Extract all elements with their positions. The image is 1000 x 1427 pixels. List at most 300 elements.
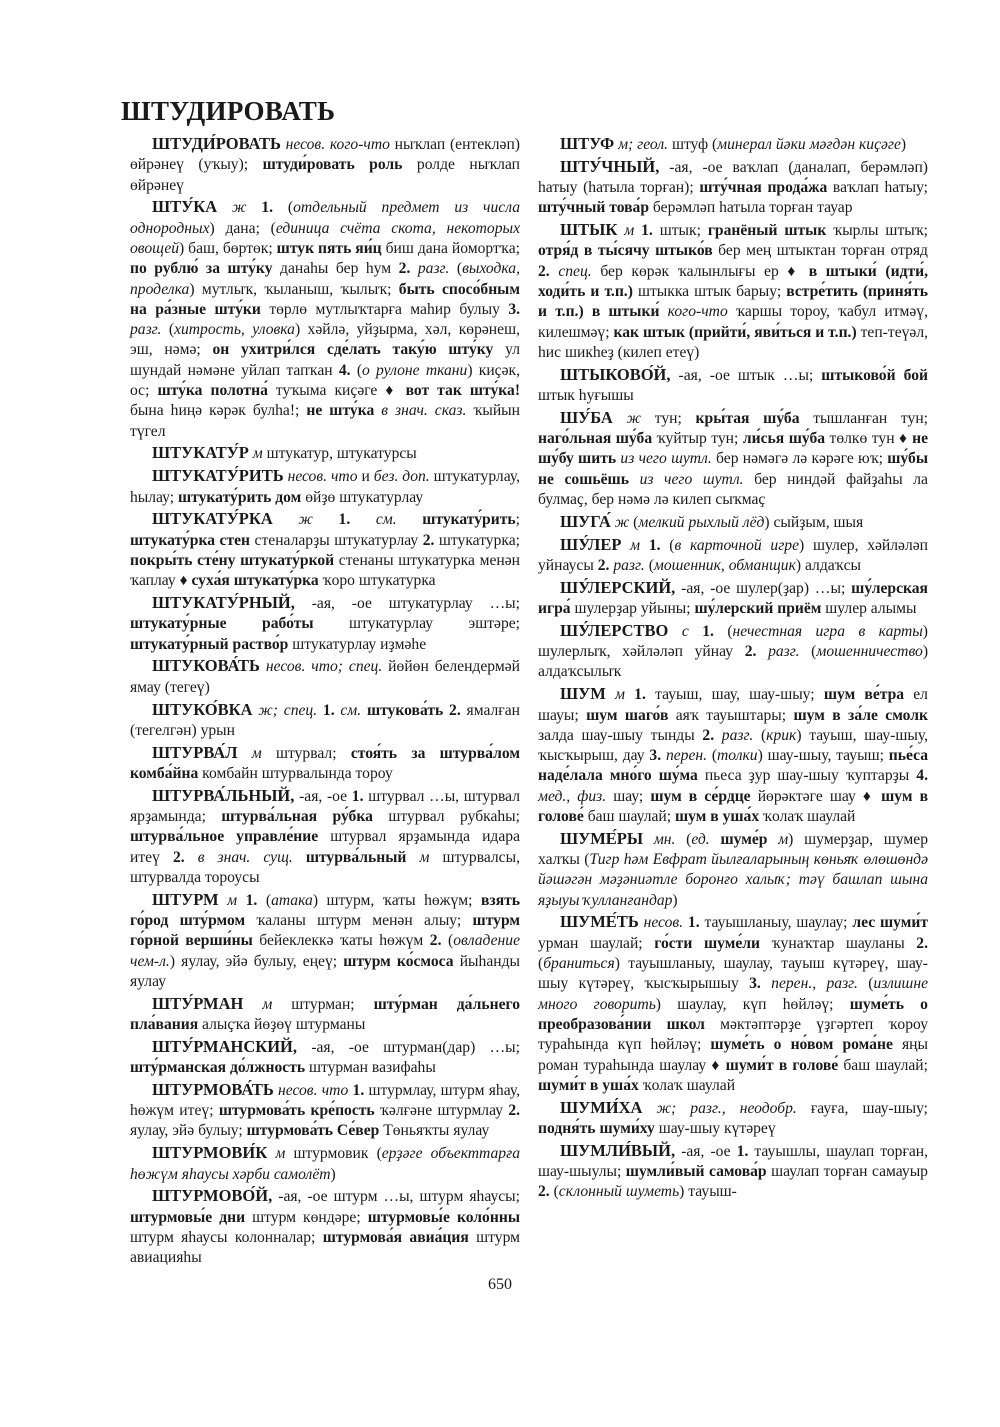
translation-text: -ая, -ое штурм …ы, штурм яһаусы; bbox=[272, 1188, 520, 1206]
translation-text bbox=[613, 410, 627, 427]
entry-headword: ШТУКО́ВКА bbox=[152, 699, 253, 719]
translation-text: штурмлау, штурм яһау, һөжүм итеү; bbox=[130, 1081, 520, 1120]
entry-headword: ШУМ bbox=[560, 684, 606, 704]
translation-text bbox=[756, 643, 768, 660]
translation-text: штурвалсы, штурвалда тороусы bbox=[130, 848, 520, 886]
translation-text bbox=[293, 849, 306, 866]
translation-text: урман шаулай; bbox=[538, 934, 655, 952]
example-phrase: 4. bbox=[916, 767, 928, 785]
example-phrase: встре́тить (приня́ть и т.п.) в штыки́ bbox=[538, 283, 928, 321]
grammar-note: разг. bbox=[130, 321, 162, 339]
translation-text: штык һуғышы bbox=[538, 387, 634, 405]
translation-text: ) киҫәк, ос; bbox=[130, 361, 520, 400]
grammar-note: ж bbox=[626, 409, 642, 427]
dictionary-entry bbox=[538, 157, 928, 219]
grammar-note: излишне много говорить bbox=[538, 975, 928, 1013]
grammar-note: кого-что bbox=[667, 303, 728, 321]
translation-text: тышланған тун; bbox=[799, 409, 928, 427]
grammar-note: разг. bbox=[417, 260, 450, 278]
grammar-note: в знач. сказ. bbox=[381, 402, 467, 420]
example-phrase: 1. bbox=[634, 686, 646, 704]
entry-headword: ШТЫКОВО́Й, bbox=[560, 364, 671, 384]
grammar-note: м bbox=[262, 995, 273, 1013]
grammar-note: несов. кого-что bbox=[285, 136, 390, 153]
translation-text bbox=[606, 686, 615, 703]
translation-text: штурм яһаусы колонналар; bbox=[130, 1228, 323, 1246]
example-phrase: 2. bbox=[597, 556, 610, 574]
translation-text: төрлө мутлыҡтарға маһир булыу bbox=[260, 300, 509, 318]
grammar-note: м bbox=[615, 686, 625, 704]
entry-headword: ШТУКАТУ́Р bbox=[152, 443, 249, 463]
example-phrase: 3. bbox=[749, 975, 761, 993]
translation-text: яулау, эйә булыу; bbox=[130, 1122, 247, 1140]
grammar-note: минерал йәки мәғдән киҫәге bbox=[717, 136, 901, 153]
translation-text: штурман; bbox=[272, 995, 374, 1013]
entry-headword: ШУМЛИ́ВЫЙ, bbox=[560, 1140, 676, 1160]
translation-text: штукатур, штукатурсы bbox=[262, 445, 417, 463]
grammar-note: из чего шутл. bbox=[620, 450, 712, 468]
page-number: 650 bbox=[488, 1276, 512, 1293]
example-phrase: штукату́рка стен bbox=[130, 531, 251, 549]
example-phrase: шум шаго́в bbox=[586, 706, 669, 724]
grammar-note: спец. bbox=[558, 262, 592, 280]
translation-text: -ая, -ое bbox=[675, 1142, 737, 1160]
translation-text: баш шаулай; bbox=[583, 808, 675, 825]
translation-text bbox=[246, 199, 261, 216]
translation-text: ҡуйтыр тун; bbox=[652, 430, 743, 448]
translation-text bbox=[710, 831, 721, 848]
example-phrase: шу́лерский приём bbox=[694, 600, 822, 618]
translation-text: бер нәмәгә лә кәрәге юҡ; bbox=[711, 450, 888, 468]
translation-text: ) сыйҙым, шыя bbox=[764, 513, 864, 531]
example-phrase: 3. bbox=[508, 300, 521, 318]
entry-headword: ШТУ́РМАНСКИЙ, bbox=[152, 1036, 297, 1056]
translation-text: пьеса ҙур шау-шыу ҡуптарҙы bbox=[697, 767, 917, 785]
translation-text: ) шау-шыу, тауыш; bbox=[757, 747, 889, 765]
grammar-note: несов. bbox=[643, 914, 684, 932]
translation-text bbox=[313, 511, 339, 528]
example-phrase: 2. bbox=[744, 643, 757, 661]
example-phrase: шум в уша́х bbox=[674, 808, 760, 825]
translation-text: бейеклеккә ҡаты һөжүм bbox=[252, 932, 430, 950]
dictionary-entry bbox=[130, 134, 520, 196]
translation-text: -ая, -ое bbox=[294, 787, 352, 805]
example-phrase: штурва́льный bbox=[305, 848, 407, 866]
translation-text: яңы роман тураһында шаулау ♦ bbox=[538, 1036, 928, 1074]
translation-text: данаһы бер һум bbox=[272, 260, 399, 278]
example-phrase: ли́сья шу́ба bbox=[742, 430, 826, 448]
example-phrase: 1. bbox=[702, 622, 714, 640]
translation-text: ныҡлап (ентекләп) өйрәнеү (уҡыу); bbox=[130, 136, 520, 174]
translation-text: өйҙө штукатурлау bbox=[301, 488, 424, 506]
example-phrase: штукату́рные рабо́ты bbox=[130, 615, 314, 633]
dictionary-entry bbox=[538, 1141, 928, 1203]
dictionary-entry bbox=[130, 700, 520, 742]
translation-text: -ая, -ое шулер(ҙар) …ы; bbox=[675, 579, 852, 597]
dictionary-entry bbox=[130, 656, 520, 698]
grammar-note: мошенничество bbox=[816, 643, 923, 661]
grammar-note: см. bbox=[375, 511, 397, 529]
example-phrase: он ухитри́лся сде́лать таку́ю шту́ку bbox=[212, 341, 494, 359]
grammar-note: единица счёта скота, некоторых овощей bbox=[130, 219, 520, 257]
translation-text: ( bbox=[675, 830, 692, 848]
translation-text: ел шауы; bbox=[538, 686, 928, 724]
example-phrase: шуми́т в голове́ bbox=[725, 1056, 839, 1074]
dictionary-entry bbox=[130, 1080, 520, 1142]
translation-text: бер ниндәй файҙаһы ла булмаҫ, бер нәмә лә килеп сыҡмаҫ bbox=[538, 470, 928, 509]
translation-text: штукатурлау иҙмәһе bbox=[288, 635, 427, 653]
example-phrase: шу́бы не сошьёшь bbox=[538, 450, 928, 488]
translation-text: ( bbox=[707, 747, 718, 765]
translation-text: ролде ныҡлап өйрәнеү bbox=[130, 156, 521, 194]
translation-text: ) шулер, хәйләләп уйнаусы bbox=[538, 536, 929, 574]
dictionary-entry bbox=[538, 134, 928, 155]
dictionary-entry bbox=[130, 743, 520, 785]
example-phrase: штуди́ровать роль bbox=[262, 156, 403, 174]
example-phrase: 2. bbox=[538, 262, 550, 280]
entry-headword: ШТУРМОВА́ТЬ bbox=[152, 1079, 274, 1099]
example-phrase: наго́льная шу́ба bbox=[538, 430, 653, 448]
dictionary-entry bbox=[130, 994, 520, 1036]
translation-text: ) bbox=[330, 1165, 336, 1183]
translation-text: ҡоро штукатурка bbox=[318, 572, 436, 590]
example-phrase: не шту́ка bbox=[306, 402, 375, 420]
translation-text: ( bbox=[799, 643, 817, 661]
grammar-note: ж; разг., неодобр. bbox=[656, 1099, 797, 1117]
entry-headword: ШТУФ bbox=[560, 134, 615, 153]
example-phrase: 1. bbox=[322, 701, 335, 719]
dictionary-entry bbox=[538, 578, 928, 620]
grammar-note: см. bbox=[340, 701, 362, 719]
grammar-note: ж; спец. bbox=[258, 701, 318, 719]
translation-text: ) шаулау, күп һөйләү; bbox=[655, 995, 850, 1013]
example-phrase: шу́лерская игра́ bbox=[538, 579, 928, 618]
grammar-note: м bbox=[778, 830, 789, 848]
translation-text: штурвал …ы, штурвал ярҙамында; bbox=[130, 787, 520, 825]
grammar-note: мошенник, обманщик bbox=[653, 556, 796, 574]
translation-text: ( bbox=[441, 932, 454, 950]
translation-text: штукатурлау, һылау; bbox=[130, 468, 520, 506]
entry-headword: ШУГА́ bbox=[560, 511, 611, 531]
example-phrase: штурва́льное управле́ние bbox=[130, 828, 319, 846]
grammar-note: м bbox=[227, 891, 238, 909]
example-phrase: 2. bbox=[449, 701, 461, 719]
translation-text bbox=[643, 831, 654, 848]
example-phrase: отря́д в ты́сячу штыко́в bbox=[538, 242, 713, 260]
translation-text: штурм көндәре; bbox=[245, 1208, 368, 1226]
translation-text: ( bbox=[644, 556, 654, 574]
example-phrase: суха́я штукату́рка bbox=[191, 572, 319, 590]
translation-text bbox=[689, 623, 702, 640]
grammar-note: ед. bbox=[691, 830, 710, 848]
translation-text: туҡыма киҫәге ♦ bbox=[267, 382, 406, 400]
translation-text: ) тауышланыу, шаулау, тауыш күтәреү, шау-шыу күтәреү, ҡысҡырышыу bbox=[538, 955, 928, 993]
translation-text: стенаны штукатурка менән ҡаплау ♦ bbox=[130, 551, 520, 590]
translation-text: ) мутлыҡ, ҡыланыш, ҡылыҡ; bbox=[189, 280, 399, 298]
translation-text bbox=[410, 260, 418, 277]
example-phrase: шту́рман да́льнего пла́вания bbox=[130, 995, 520, 1033]
dictionary-entry bbox=[538, 408, 928, 510]
translation-text: -ая, -ое штурман(дар) …ы; bbox=[297, 1038, 520, 1056]
translation-text: и bbox=[357, 468, 374, 486]
grammar-note: отдельный предмет из числа однородных bbox=[130, 199, 520, 237]
dictionary-entry bbox=[538, 684, 928, 827]
translation-text bbox=[185, 849, 198, 866]
translation-text: мәктәптәрҙе үҙгәртеп ҡороу тураһында күп һөйләү; bbox=[538, 1015, 928, 1054]
grammar-note: разг. bbox=[768, 643, 800, 661]
translation-text: ул шундай нәмәне уйлап тапҡан bbox=[130, 341, 521, 379]
grammar-note: ерҙәге объекттарға һөжүм яһаусы хәрби самолёт bbox=[130, 1145, 520, 1183]
grammar-note: с bbox=[681, 622, 689, 640]
translation-text: шулер алымы bbox=[821, 600, 917, 618]
translation-text: штукатурка; bbox=[434, 531, 520, 549]
example-phrase: быть спосо́бным на ра́зные шту́ки bbox=[130, 280, 520, 318]
grammar-note: склонный шуметь bbox=[558, 1183, 680, 1201]
translation-text bbox=[714, 727, 722, 744]
translation-text: бына һиңә кәрәк булһа!; bbox=[130, 402, 307, 420]
entry-headword: ШУ́БА bbox=[560, 407, 613, 427]
example-phrase: 1. bbox=[352, 1081, 365, 1099]
translation-text: ; bbox=[515, 511, 520, 529]
translation-text: йөрәктәге шау ♦ bbox=[750, 787, 882, 805]
example-phrase: штурва́льная ру́бка bbox=[221, 808, 373, 825]
grammar-note: м bbox=[419, 848, 430, 866]
translation-text: ) баш, бөртөк; bbox=[179, 239, 277, 257]
example-phrase: взять го́род шту́рмом bbox=[130, 891, 521, 929]
translation-text: залда шау-шыу тынды bbox=[538, 726, 703, 744]
example-phrase: 1. bbox=[641, 222, 653, 240]
translation-text bbox=[621, 537, 630, 554]
translation-text: ғауға, шау-шыу; bbox=[796, 1099, 928, 1117]
example-phrase: шту́чный това́р bbox=[538, 199, 650, 217]
example-phrase: как штык (прийти́, яви́ться и т.п.) bbox=[613, 323, 857, 341]
translation-text: Төньяҡты яулау bbox=[379, 1122, 490, 1140]
example-phrase: гранёный штык bbox=[707, 222, 827, 240]
translation-text: йыһанды яулау bbox=[130, 952, 521, 990]
translation-text bbox=[629, 471, 640, 488]
translation-text bbox=[238, 745, 252, 762]
entry-headword: ШУ́ЛЕРСТВО bbox=[560, 620, 669, 640]
translation-text: шулерҙар уйыны; bbox=[570, 600, 695, 618]
translation-text bbox=[219, 892, 228, 909]
translation-text: ваҡлап һатыу; bbox=[827, 179, 928, 197]
example-phrase: 2. bbox=[172, 848, 185, 866]
example-phrase: шту́чная прода́жа bbox=[699, 179, 828, 197]
translation-text: биш дана йомортҡа; bbox=[381, 239, 520, 257]
example-phrase: шум в голове́ bbox=[538, 787, 928, 825]
example-phrase: 1. bbox=[261, 199, 274, 217]
grammar-note: нечестная игра в карты bbox=[732, 622, 923, 640]
translation-text: штурвал; bbox=[261, 744, 351, 762]
translation-text bbox=[659, 303, 667, 320]
example-phrase: 1. bbox=[351, 787, 364, 805]
example-phrase: штук пять яи́ц bbox=[276, 239, 382, 257]
example-phrase: штукату́рить дом bbox=[178, 488, 302, 506]
translation-text: ҡәлғәне штурмлау bbox=[374, 1102, 509, 1120]
dictionary-entry bbox=[130, 509, 520, 591]
translation-text: ) алдаҡсылыҡ bbox=[538, 643, 929, 681]
grammar-note: м bbox=[275, 1145, 286, 1163]
translation-text: ҡыйын түгел bbox=[130, 402, 520, 440]
translation-text: ) тауыш- bbox=[679, 1183, 737, 1201]
right-column bbox=[538, 134, 928, 1204]
dictionary-entry bbox=[538, 220, 928, 363]
example-phrase: шум ве́тра bbox=[823, 686, 905, 704]
translation-text: аяҡ тауыштары; bbox=[668, 706, 794, 724]
example-phrase: шуме́ть о но́вом рома́не bbox=[710, 1036, 893, 1054]
grammar-note: о рулоне ткани bbox=[362, 361, 468, 379]
example-phrase: 1. bbox=[687, 914, 700, 932]
translation-text: штурвал рубкаһы; bbox=[372, 808, 520, 825]
example-phrase: штурмова́я авиа́ция bbox=[322, 1228, 469, 1246]
example-phrase: 2. bbox=[422, 531, 435, 549]
example-phrase: шуме́р bbox=[720, 830, 768, 848]
translation-text: шаулап торған самауыр bbox=[766, 1163, 928, 1181]
example-phrase: пье́са наде́лала мно́го шу́ма bbox=[538, 747, 929, 785]
entry-headword: ШТУ́ЧНЫЙ, bbox=[560, 156, 660, 176]
dictionary-entry bbox=[130, 1037, 520, 1079]
translation-text: шау-шыу күтәреү bbox=[654, 1119, 776, 1137]
translation-text: тауыш, шау, шау-шыу; bbox=[645, 686, 824, 704]
example-phrase: 1. bbox=[245, 891, 258, 909]
grammar-note: крик bbox=[766, 726, 797, 744]
entry-headword: ШТУРМОВИ́К bbox=[152, 1143, 268, 1163]
example-phrase: 3. bbox=[649, 747, 662, 765]
translation-text: стеналарҙы штукатурлау bbox=[250, 531, 423, 549]
translation-text bbox=[217, 199, 232, 216]
translation-text: ) яулау, эйә булыу, еңеү; bbox=[169, 952, 344, 970]
translation-text: ҡаланы штурм менән алыу; bbox=[245, 911, 473, 929]
example-phrase: 2. bbox=[702, 726, 715, 744]
example-phrase: 2. bbox=[429, 932, 442, 950]
translation-text: ( bbox=[549, 1183, 559, 1201]
translation-text bbox=[625, 686, 634, 703]
entry-headword: ШТУКАТУ́РИТЬ bbox=[152, 466, 284, 486]
running-head: ШТУДИРОВАТЬ bbox=[121, 96, 336, 126]
example-phrase: шту́рманская до́лжность bbox=[130, 1059, 306, 1077]
translation-text: баш шаулай; bbox=[838, 1056, 928, 1074]
entry-headword: ШУМИ́ХА bbox=[560, 1097, 643, 1117]
translation-text: йөйөн белендермәй ямау (тегеү) bbox=[130, 658, 520, 696]
translation-text: ) алдаҡсы bbox=[795, 556, 862, 574]
grammar-note: м bbox=[251, 744, 262, 762]
entry-headword: ШТУРМОВО́Й, bbox=[152, 1186, 273, 1206]
grammar-note: толки bbox=[717, 747, 758, 765]
example-phrase: 1. bbox=[648, 536, 661, 554]
dictionary-entry bbox=[130, 197, 520, 442]
dictionary-entry bbox=[538, 621, 928, 683]
translation-text: штыкка штык барыу; bbox=[632, 283, 787, 301]
left-column bbox=[130, 134, 520, 1270]
entry-headword: ШУМЕ́РЫ bbox=[560, 828, 644, 848]
translation-text: алыҫҡа йөҙөү штурманы bbox=[198, 1015, 366, 1033]
entry-headword: ШТУРМ bbox=[152, 889, 219, 909]
dictionary-entry bbox=[130, 593, 520, 655]
grammar-note: разг. bbox=[613, 556, 645, 574]
grammar-note: мед., физ. bbox=[538, 787, 607, 805]
example-phrase: 2. bbox=[508, 1102, 521, 1120]
entry-headword: ШТЫК bbox=[560, 220, 618, 240]
grammar-note: атака bbox=[271, 891, 313, 909]
example-phrase: шумли́вый самова́р bbox=[625, 1163, 767, 1181]
entry-headword: ШУ́ЛЕРСКИЙ, bbox=[560, 577, 676, 597]
grammar-note: мелкий рыхлый лёд bbox=[638, 513, 765, 531]
translation-text: ( bbox=[273, 199, 294, 217]
translation-text: ) дана; ( bbox=[209, 219, 276, 237]
dictionary-entry bbox=[538, 512, 928, 533]
translation-text: ( bbox=[857, 975, 874, 993]
grammar-note: без. доп. bbox=[373, 468, 430, 486]
grammar-note: в знач. сущ. bbox=[197, 848, 293, 866]
translation-text: бер мең штыктан торған отряд bbox=[712, 242, 928, 260]
translation-text: ҡунаҡтар шауланы bbox=[759, 934, 917, 952]
translation-text: ( bbox=[753, 726, 767, 744]
translation-text: ( bbox=[538, 955, 544, 973]
grammar-note: несов. что; спец. bbox=[265, 658, 383, 676]
translation-text bbox=[406, 849, 419, 866]
grammar-note: м; геол. bbox=[618, 136, 669, 153]
grammar-note: выходка, проделка bbox=[130, 260, 521, 298]
entry-headword: ШТУКОВА́ТЬ bbox=[152, 656, 260, 676]
grammar-note: ж bbox=[231, 199, 247, 217]
translation-text bbox=[642, 1100, 656, 1117]
example-phrase: вот так шту́ка! bbox=[405, 382, 521, 400]
translation-text: ямалған (тегелгән) урын bbox=[130, 701, 520, 739]
entry-headword: ШТУКАТУ́РНЫЙ, bbox=[152, 593, 295, 613]
translation-text bbox=[237, 892, 246, 909]
dictionary-entry bbox=[538, 535, 928, 577]
example-phrase: штурм ко́смоса bbox=[343, 952, 454, 970]
translation-text: тун; bbox=[641, 409, 696, 427]
dictionary-entry bbox=[538, 912, 928, 1096]
translation-text: ) bbox=[672, 891, 678, 909]
translation-text: -ая, -ое штукатурлау …ы; bbox=[294, 595, 520, 613]
grammar-note: перен. bbox=[665, 747, 708, 765]
example-phrase: штурм го́рной верши́ны bbox=[130, 911, 521, 950]
translation-text bbox=[668, 623, 681, 640]
dictionary-entry bbox=[130, 890, 520, 992]
translation-text: ( bbox=[350, 361, 363, 379]
dictionary-entry bbox=[538, 1098, 928, 1140]
grammar-note: хитрость, уловка bbox=[174, 321, 295, 339]
example-phrase: шуме́ть о преобразова́нии школ bbox=[538, 995, 928, 1033]
entry-headword: ШТУКАТУ́РКА bbox=[152, 509, 273, 529]
translation-text bbox=[761, 975, 771, 992]
translation-text: ( bbox=[713, 622, 733, 640]
entry-headword: ШУМЕ́ТЬ bbox=[560, 912, 639, 932]
dictionary-entry bbox=[130, 786, 520, 888]
example-phrase: шуми́т в уша́х bbox=[538, 1076, 639, 1094]
translation-text: шау; bbox=[606, 787, 651, 805]
grammar-note: из чего шутл. bbox=[639, 470, 744, 488]
translation-text: -ая, -ое штык …ы; bbox=[670, 366, 822, 384]
grammar-note: м bbox=[624, 222, 635, 240]
translation-text: теп-теүәл, һис шикһеҙ (килеп етеү) bbox=[538, 323, 929, 361]
translation-text: ( bbox=[257, 891, 272, 909]
entry-headword: ШТУДИ́РОВАТЬ bbox=[152, 134, 281, 153]
translation-text: ҡырлы штыҡ; bbox=[826, 222, 929, 240]
example-phrase: 1. bbox=[338, 511, 351, 529]
translation-text bbox=[767, 831, 778, 848]
translation-text: ) штурм, ҡаты һөжүм; bbox=[312, 891, 481, 909]
example-phrase: 1. bbox=[736, 1142, 749, 1160]
translation-text: ) шулерлыҡ, хәйләләп уйнау bbox=[538, 622, 928, 661]
translation-text: төлкө тун ♦ bbox=[825, 430, 913, 448]
translation-text: ( bbox=[161, 321, 175, 339]
translation-text bbox=[397, 511, 423, 528]
grammar-note: ж bbox=[614, 513, 630, 531]
grammar-note: м bbox=[630, 536, 641, 554]
